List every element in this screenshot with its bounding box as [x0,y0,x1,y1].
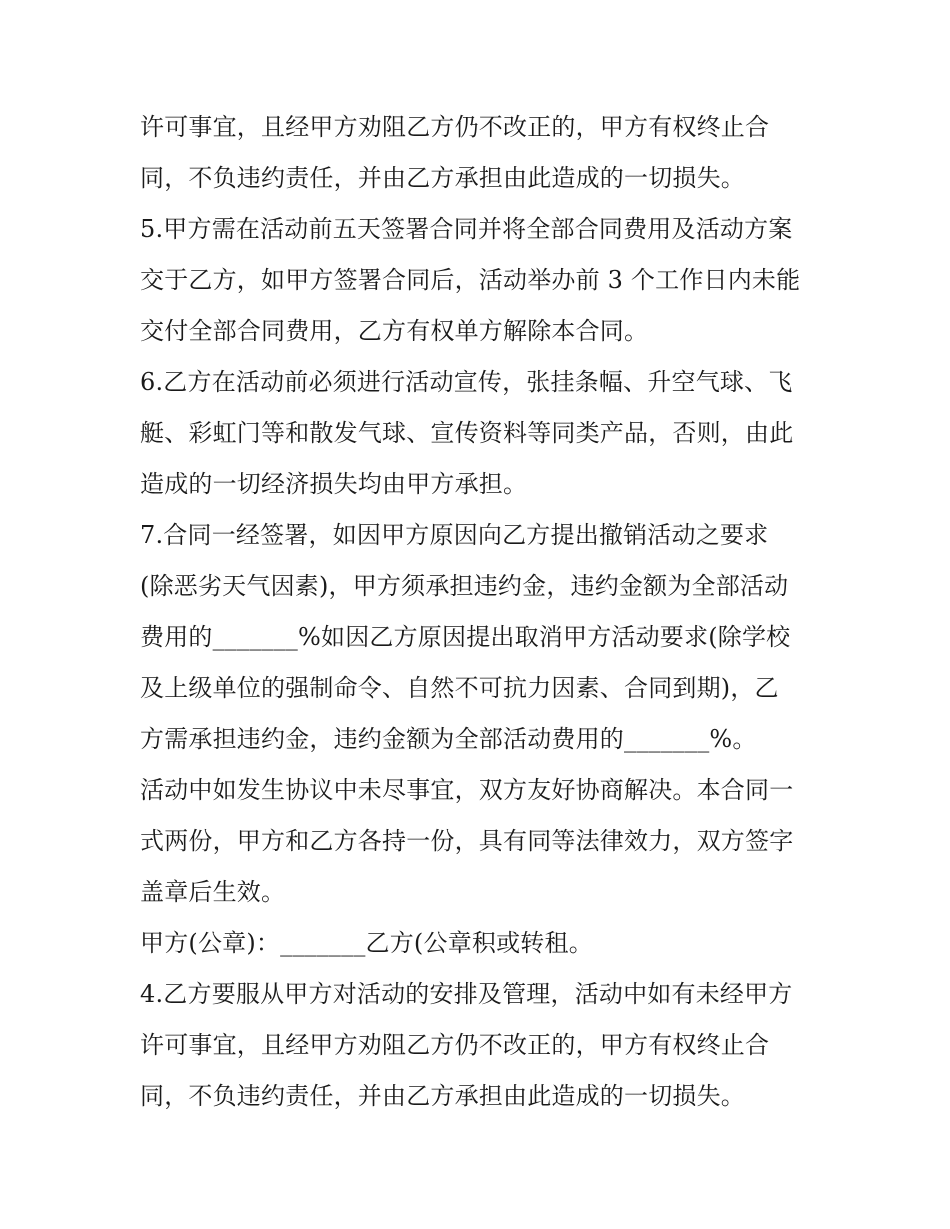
text-line: 许可事宜，且经甲方劝阻乙方仍不改正的，甲方有权终止合 [140,1031,770,1059]
document-body [140,102,820,1122]
text-line: 同，不负违约责任，并由乙方承担由此造成的一切损失。 [140,1082,745,1110]
text-line: 交付全部合同费用，乙方有权单方解除本合同。 [140,317,649,345]
text-line: 艇、彩虹门等和散发气球、宣传资料等同类产品，否则，由此 [140,419,794,447]
text-line: 造成的一切经济损失均由甲方承担。 [140,470,528,498]
text-line: 及上级单位的强制命令、自然不可抗力因素、合同到期)，乙 [140,674,779,702]
text-line: (除恶劣天气因素)，甲方须承担违约金，违约金额为全部活动 [140,572,789,600]
text-line: 盖章后生效。 [140,878,286,906]
text-line: 费用的_______%如因乙方原因提出取消甲方活动要求(除学校 [140,623,791,651]
text-line: 交于乙方，如甲方签署合同后，活动举办前 3 个工作日内未能 [140,266,801,294]
clause-6-line: 6.乙方在活动前必须进行活动宣传，张挂条幅、升空气球、飞 [140,368,793,396]
clause-4-line: 4.乙方要服从甲方对活动的安排及管理，活动中如有未经甲方 [140,980,793,1008]
clause-7-line: 7.合同一经签署，如因甲方原因向乙方提出撤销活动之要求 [140,521,769,549]
clause-5-line: 5.甲方需在活动前五天签署合同并将全部合同费用及活动方案 [140,215,793,243]
text-line: 方需承担违约金，违约金额为全部活动费用的_______%。 [140,725,757,753]
text-line: 同，不负违约责任，并由乙方承担由此造成的一切损失。 [140,164,745,192]
signature-line: 甲方(公章)：_______乙方(公章积或转租。 [140,929,593,957]
text-line: 式两份，甲方和乙方各持一份，具有同等法律效力，双方签字 [140,827,794,855]
text-line: 许可事宜，且经甲方劝阻乙方仍不改正的，甲方有权终止合 [140,113,770,141]
text-line: 活动中如发生协议中未尽事宜，双方友好协商解决。本合同一 [140,776,794,804]
